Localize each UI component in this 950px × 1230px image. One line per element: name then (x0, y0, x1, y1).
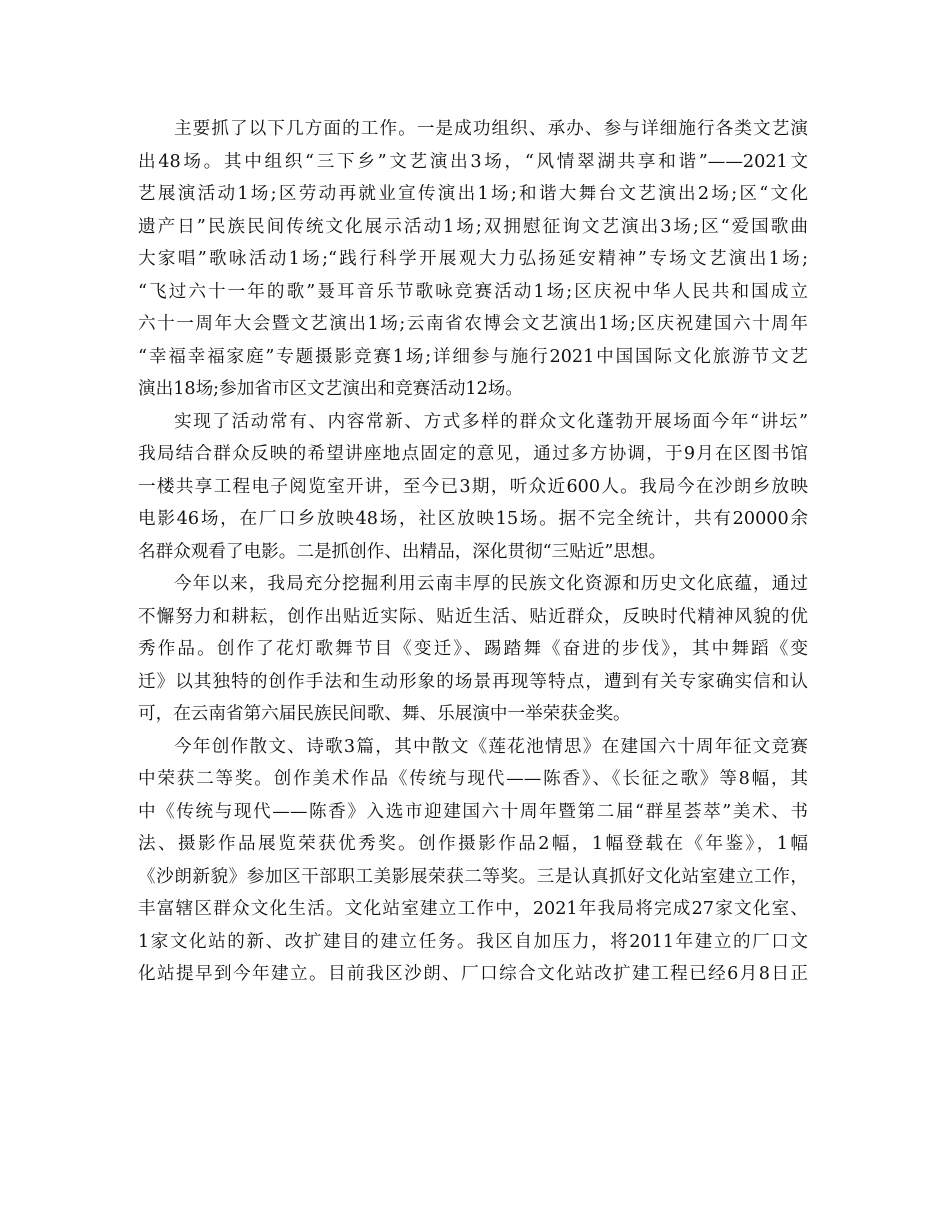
text-line: 遗产日”民族民间传统文化展示活动1场;双拥慰征询文艺演出3场;区“爱国歌曲 (138, 216, 808, 237)
paragraph (138, 731, 808, 991)
text-line: 1家文化站的新、改扩建目的建立任务。我区自加压力，将2011年建立的厂口文 (138, 931, 808, 952)
document-body (138, 113, 808, 991)
text-line: 实现了活动常有、内容常新、方式多样的群众文化蓬勃开展场面今年“讲坛” (174, 411, 808, 432)
text-line: 名群众观看了电影。二是抓创作、出精品，深化贯彻“三贴近”思想。 (138, 541, 667, 562)
text-line: 可，在云南省第六届民族民间歌、舞、乐展演中一举荣获金奖。 (138, 704, 631, 724)
text-line: 不懈努力和耕耘，创作出贴近实际、贴近生活、贴近群众，反映时代精神风貌的优 (138, 606, 808, 627)
paragraph (138, 406, 808, 569)
text-line: 六十一周年大会暨文艺演出1场;云南省农博会文艺演出1场;区庆祝建国六十周年 (138, 314, 808, 334)
text-line: 主要抓了以下几方面的工作。一是成功组织、承办、参与详细施行各类文艺演 (174, 119, 808, 139)
text-line: 化站提早到今年建立。目前我区沙朗、厂口综合文化站改扩建工程已经6月8日正 (138, 964, 808, 984)
text-line: 迁》以其独特的创作手法和生动形象的场景再现等特点，遭到有关专家确实信和认 (138, 671, 808, 692)
text-line: 今年创作散文、诗歌3篇，其中散文《莲花池情思》在建国六十周年征文竞赛 (174, 736, 808, 757)
text-line: 大家唱”歌咏活动1场;“践行科学开展观大力弘扬延安精神”专场文艺演出1场; (138, 249, 808, 269)
text-line: 我局结合群众反映的希望讲座地点固定的意见，通过多方协调，于9月在区图书馆 (138, 444, 808, 464)
text-line: 秀作品。创作了花灯歌舞节目《变迁》、踢踏舞《奋进的步伐》，其中舞蹈《变 (138, 639, 808, 659)
text-line: 丰富辖区群众文化生活。文化站室建立工作中，2021年我局将完成27家文化室、 (138, 899, 808, 919)
text-line: 演出18场;参加省市区文艺演出和竞赛活动12场。 (138, 379, 523, 399)
paragraph (138, 113, 808, 406)
text-line: 出48场。其中组织“三下乡”文艺演出3场，“风情翠湖共享和谐”——2021文 (138, 151, 808, 172)
text-line: 中荣获二等奖。创作美术作品《传统与现代——陈香》、《长征之歌》等8幅，其 (138, 769, 808, 789)
text-line: 电影46场，在厂口乡放映48场，社区放映15场。据不完全统计，共有20000余 (138, 509, 808, 529)
text-line: “幸福幸福家庭”专题摄影竞赛1场;详细参与施行2021中国国际文化旅游节文艺 (138, 346, 808, 367)
text-line: 《沙朗新貌》参加区干部职工美影展荣获二等奖。三是认真抓好文化站室建立工作， (138, 866, 808, 887)
paragraph (138, 568, 808, 731)
text-line: 法、摄影作品展览荣获优秀奖。创作摄影作品2幅，1幅登载在《年鉴》，1幅 (138, 834, 808, 854)
text-line: “飞过六十一年的歌”聂耳音乐节歌咏竞赛活动1场;区庆祝中华人民共和国成立 (138, 281, 808, 302)
text-line: 艺展演活动1场;区劳动再就业宣传演出1场;和谐大舞台文艺演出2场;区“文化 (138, 184, 808, 204)
text-line: 今年以来，我局充分挖掘利用云南丰厚的民族文化资源和历史文化底蕴，通过 (174, 574, 808, 594)
text-line: 一楼共享工程电子阅览室开讲，至今已3期，听众近600人。我局今在沙朗乡放映 (138, 476, 808, 497)
text-line: 中《传统与现代——陈香》入选市迎建国六十周年暨第二届“群星荟萃”美术、书 (138, 801, 808, 822)
